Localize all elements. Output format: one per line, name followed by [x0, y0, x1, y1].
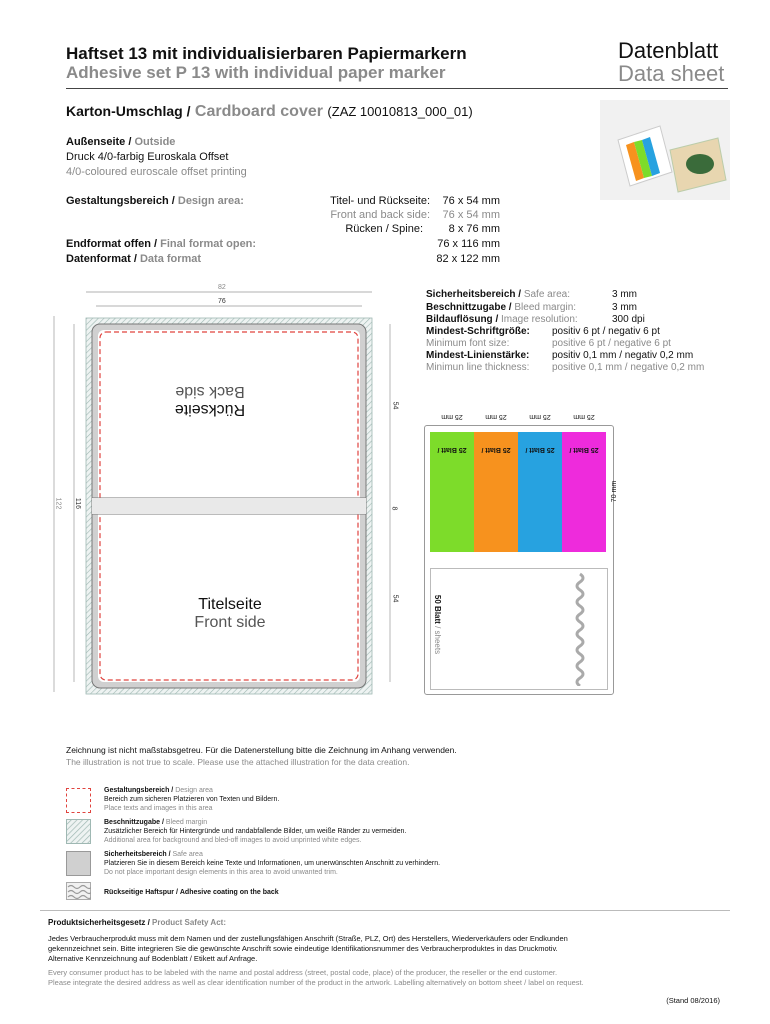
doc-type-de: Datenblatt — [618, 38, 719, 63]
spec-font-en: Minimum font size: — [426, 338, 510, 349]
marker-label-1: 25 Blatt / — [437, 446, 467, 453]
spec-font-de: Mindest-Schriftgröße: — [426, 326, 530, 337]
stand-date: (Stand 08/2016) — [666, 996, 720, 1005]
final-format-label-de: Endformat offen / — [66, 238, 158, 250]
spec-bleed — [426, 302, 576, 313]
legend-text-de-2: Zusätzlicher Bereich für Hintergründe und randabfallende Bilder, um weiße Ränder zu vermeiden. — [104, 828, 407, 835]
design-area-label-en: Design area: — [177, 195, 244, 207]
design-area-label-de: Gestaltungsbereich / — [66, 195, 175, 207]
legend-title-en-2: Bleed margin — [165, 819, 208, 826]
outside-print-de: Druck 4/0-farbig Euroskala Offset — [66, 151, 229, 163]
spec-safe-area — [426, 289, 570, 300]
safety-title-en: Product Safety Act: — [152, 918, 226, 927]
safety-text-en — [48, 968, 738, 988]
section-title-en: Cardboard cover — [194, 103, 323, 120]
design-row-value-3: 8 x 76 mm — [448, 223, 500, 235]
safety-title — [48, 918, 226, 927]
section-code: (ZAZ 10010813_000_01) — [327, 104, 473, 119]
spec-line-en: Minimun line thickness: — [426, 362, 530, 373]
product-photo — [600, 100, 730, 200]
design-row-label-1: Titel- und Rückseite: — [330, 195, 430, 207]
legend-item-safe-area — [104, 850, 440, 877]
legend-swatch-design-area — [66, 788, 91, 813]
legend-text-en-1: Place texts and images in this area — [104, 805, 213, 812]
marker-label-3: 25 Blatt / — [525, 446, 555, 453]
safety-divider — [40, 910, 730, 911]
data-format-label-en: Data format — [139, 253, 202, 265]
back-side-en: Back side — [175, 383, 245, 400]
cover-drawing — [40, 280, 443, 710]
legend-item-design-area — [104, 786, 279, 813]
outside-label — [66, 136, 175, 148]
note-en: The illustration is not true to scale. Please use the attached illustration for the data creation. — [66, 757, 410, 767]
dim-label-76: 76 — [218, 298, 226, 305]
front-side-en: Front side — [194, 614, 266, 631]
outside-print-en: 4/0-coloured euroscale offset printing — [66, 166, 247, 178]
dim-label-122: 122 — [54, 497, 62, 510]
pad-col-width-4: 25 mm — [573, 413, 595, 420]
legend-text-en-2: Additional area for background and bled-off images to avoid unprinted white edges. — [104, 837, 362, 844]
legend-title-de-4: Rückseitige Haftspur / — [104, 889, 178, 896]
marker-label-4: 25 Blatt / — [569, 446, 599, 453]
front-side-label — [140, 596, 320, 632]
doc-type-en: Data sheet — [618, 61, 725, 86]
spec-safe-area-de: Sicherheitsbereich / — [426, 289, 522, 300]
legend-text-de-1: Bereich zum sicheren Platzieren von Texten und Bildern. — [104, 796, 280, 803]
dim-label-54-top: 54 — [391, 401, 399, 410]
legend-item-bleed — [104, 818, 406, 845]
spec-safe-area-en: Safe area: — [523, 289, 570, 300]
spec-resolution — [426, 314, 578, 325]
spec-font-value-en: positive 6 pt / negative 6 pt — [552, 338, 671, 349]
legend-swatch-bleed — [66, 819, 91, 844]
final-format-label-en: Final format open: — [160, 238, 257, 250]
design-row-label-3: Rücken / Spine: — [345, 223, 423, 235]
safety-de-line-2: gekennzeichnet sein. Bitte integrieren Sie die gewünschte Anschrift sowie eindeutige Identifikationsnummer des Verbraucherproduktes in das Druckmotiv. — [48, 944, 558, 953]
design-row-value-1: 76 x 54 mm — [442, 195, 500, 207]
spec-bleed-de: Beschnittzugabe / — [426, 302, 512, 313]
dim-label-116: 116 — [74, 497, 82, 510]
dim-label-82: 82 — [218, 284, 226, 291]
safety-de-line-1: Jedes Verbraucherprodukt muss mit dem Namen und der zustellungsfähigen Anschrift (Straße, PLZ, Ort) des Herstellers, Wiederverkäufers oder Endkunden — [48, 934, 568, 943]
sheets-label — [433, 595, 442, 654]
spec-line-value-en: positive 0,1 mm / negative 0,2 mm — [552, 362, 705, 373]
legend-title-en-4: Adhesive coating on the back — [179, 889, 279, 896]
safety-en-line-2: Please integrate the desired address as well as clear identification number of the product in the artwork. Labelling alternatively on bottom sheet / label on request. — [48, 978, 584, 987]
legend-title-en-1: Design area — [175, 787, 213, 794]
spec-bleed-value: 3 mm — [612, 302, 637, 313]
data-format-label — [66, 253, 201, 265]
safety-title-de: Produktsicherheitsgesetz / — [48, 918, 150, 927]
section-title-de: Karton-Umschlag / — [66, 103, 191, 119]
legend-title-de-1: Gestaltungsbereich / — [104, 787, 174, 794]
safety-en-line-1: Every consumer product has to be labeled with the name and postal address (street, postal code, place) of the producer, the reseller or the end customer. — [48, 968, 558, 977]
pad-col-width-1: 25 mm — [441, 413, 463, 420]
safety-text-de — [48, 934, 738, 964]
pad-col-width-2: 25 mm — [485, 413, 507, 420]
spec-resolution-de: Bildauflösung / — [426, 314, 499, 325]
spec-line-value-de: positiv 0,1 mm / negativ 0,2 mm — [552, 350, 694, 361]
spec-bleed-en: Bleed margin: — [514, 302, 577, 313]
back-side-label — [120, 382, 300, 418]
spec-line-de: Mindest-Linienstärke: — [426, 350, 530, 361]
header-divider — [66, 88, 728, 89]
legend-swatch-safe-area — [66, 851, 91, 876]
section-heading — [66, 103, 473, 121]
final-format-value: 76 x 116 mm — [437, 238, 500, 250]
legend-title-de-3: Sicherheitsbereich / — [104, 851, 171, 858]
legend-title-en-3: Safe area — [172, 851, 203, 858]
design-row-label-2: Front and back side: — [330, 209, 430, 221]
spec-safe-area-value: 3 mm — [612, 289, 637, 300]
spec-resolution-en: Image resolution: — [501, 314, 578, 325]
outside-label-de: Außenseite / — [66, 136, 132, 148]
legend-text-en-3: Do not place important design elements in this area to avoid unwanted trim. — [104, 869, 338, 876]
outside-label-en: Outside — [134, 136, 176, 148]
design-row-value-2: 76 x 54 mm — [442, 209, 500, 221]
legend-title-de-2: Beschnittzugabe / — [104, 819, 164, 826]
dim-label-54-bottom: 54 — [391, 594, 399, 603]
dim-label-8: 8 — [390, 506, 398, 511]
legend-item-adhesive — [104, 888, 279, 897]
pad-height: 70 mm — [611, 480, 619, 503]
safety-de-line-3: Alternative Kennzeichnung auf Bodenblatt / Etikett auf Anfrage. — [48, 954, 258, 963]
page-title: Haftset 13 mit individualisierbaren Papiermarkern — [66, 44, 467, 63]
spine — [92, 498, 366, 514]
sheets-label-de: 50 Blatt — [433, 594, 443, 624]
data-format-value: 82 x 122 mm — [436, 253, 500, 265]
legend-swatch-adhesive — [66, 882, 91, 900]
adhesive-coating-strip — [570, 572, 590, 686]
marker-label-2: 25 Blatt / — [481, 446, 511, 453]
note-de: Zeichnung ist nicht maßstabsgetreu. Für die Datenerstellung bitte die Zeichnung im Anhang verwenden. — [66, 745, 457, 755]
back-side-de: Rückseite — [174, 401, 246, 418]
data-format-label-de: Datenformat / — [66, 253, 137, 265]
final-format-label — [66, 238, 256, 250]
spec-resolution-value: 300 dpi — [612, 314, 645, 325]
front-side-de: Titelseite — [198, 596, 262, 613]
pad-col-width-3: 25 mm — [529, 413, 551, 420]
page-subtitle: Adhesive set P 13 with individual paper marker — [66, 63, 446, 82]
spec-font-value-de: positiv 6 pt / negativ 6 pt — [552, 326, 660, 337]
sheets-label-en: / sheets — [433, 626, 443, 655]
legend-text-de-3: Platzieren Sie in diesem Bereich keine Texte und Informationen, um unerwünschten Anschnitt zu verhindern. — [104, 860, 441, 867]
